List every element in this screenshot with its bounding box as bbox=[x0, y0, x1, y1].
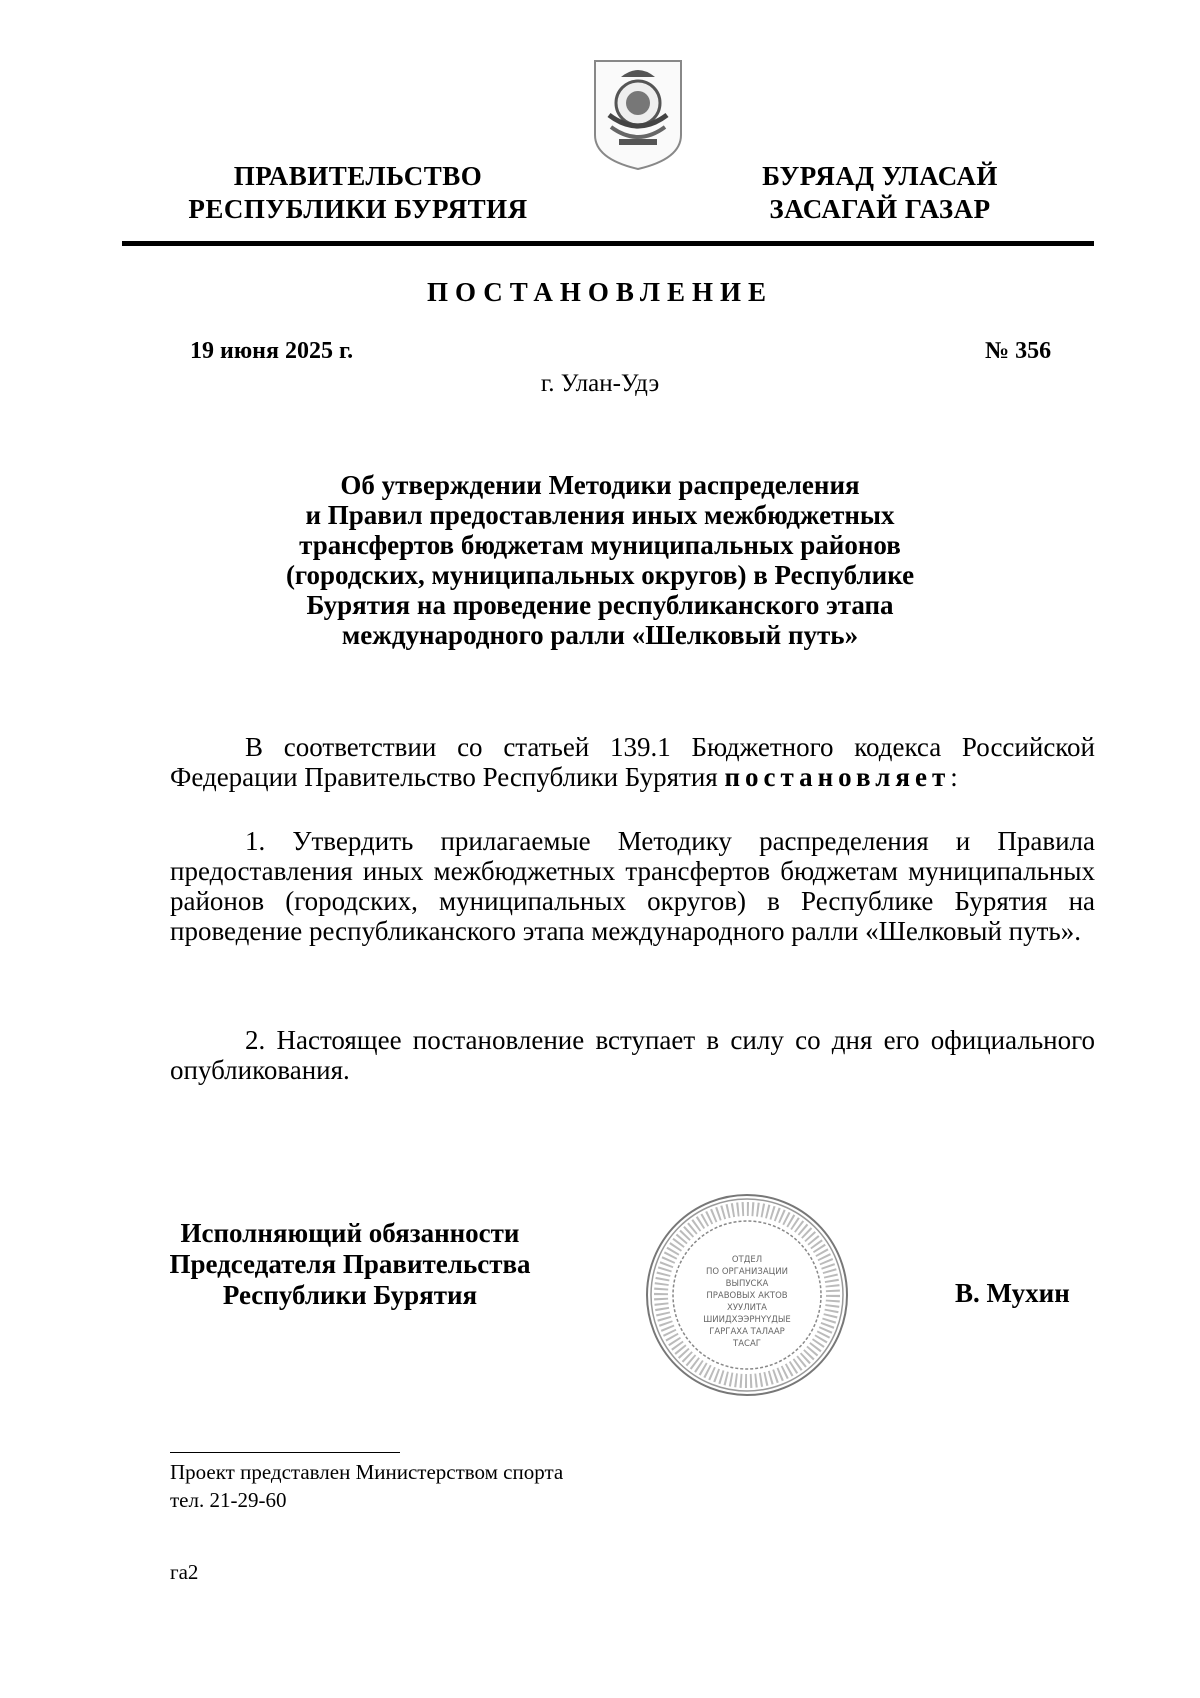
svg-text:ТАСАГ: ТАСАГ bbox=[733, 1339, 761, 1349]
header-right-line1: БУРЯАД УЛАСАЙ bbox=[762, 161, 998, 191]
footnote-divider bbox=[170, 1452, 400, 1453]
preamble-colon: : bbox=[950, 762, 958, 792]
svg-text:ШИИДХЭЭРНҮҮДЫЕ: ШИИДХЭЭРНҮҮДЫЕ bbox=[703, 1315, 791, 1325]
document-date: 19 июня 2025 г. bbox=[190, 338, 354, 364]
header-right bbox=[735, 160, 1025, 226]
document-code: га2 bbox=[170, 1560, 199, 1584]
clause-2-text: 2. Настоящее постановление вступает в силу со дня его официального опубликования. bbox=[170, 1025, 1095, 1085]
title-line: Об утверждении Методики распределения bbox=[340, 470, 860, 500]
svg-text:ПРАВОВЫХ АКТОВ: ПРАВОВЫХ АКТОВ bbox=[706, 1291, 788, 1301]
document-city: г. Улан-Удэ bbox=[540, 370, 660, 397]
clause-1-text: 1. Утвердить прилагаемые Методику распределения и Правила предоставления иных межбюджетных трансфертов бюджетам муниципальных районов (городских, муниципальных округов) в Республике Бурятия на проведение республиканского этапа международного ралли «Шелковый путь». bbox=[170, 826, 1095, 946]
footnote-ministry: Проект представлен Министерством спорта bbox=[170, 1460, 564, 1484]
clause-1 bbox=[170, 826, 1095, 946]
official-seal bbox=[642, 1190, 852, 1400]
position-line: Исполняющий обязанности bbox=[180, 1218, 520, 1248]
title-line: Бурятия на проведение республиканского этапа bbox=[306, 590, 894, 620]
position-line: Председателя Правительства bbox=[169, 1249, 531, 1279]
document-title bbox=[250, 470, 950, 650]
header-divider bbox=[122, 241, 1094, 246]
preamble-text: В соответствии со статьей 139.1 Бюджетного кодекса Российской Федерации Правительство Республики Бурятия bbox=[170, 732, 1095, 792]
svg-text:ХУУЛИТА: ХУУЛИТА bbox=[727, 1303, 767, 1313]
document-number: № 356 bbox=[985, 338, 1052, 364]
header-left bbox=[168, 160, 548, 226]
header-left-line2: РЕСПУБЛИКИ БУРЯТИЯ bbox=[188, 194, 528, 224]
coat-of-arms-emblem bbox=[589, 55, 687, 173]
resolves-word: постановляет bbox=[724, 762, 951, 792]
title-line: международного ралли «Шелковый путь» bbox=[341, 620, 859, 650]
signatory-name: В. Мухин bbox=[955, 1278, 1070, 1308]
document-type: ПОСТАНОВЛЕНИЕ bbox=[426, 277, 774, 307]
svg-text:ПО ОРГАНИЗАЦИИ: ПО ОРГАНИЗАЦИИ bbox=[706, 1267, 788, 1277]
title-line: (городских, муниципальных округов) в Республике bbox=[285, 560, 915, 590]
svg-text:ГАРГАХА ТАЛААР: ГАРГАХА ТАЛААР bbox=[709, 1327, 785, 1337]
title-line: трансфертов бюджетам муниципальных районов bbox=[299, 530, 901, 560]
footnote bbox=[170, 1458, 563, 1514]
signatory-position bbox=[150, 1218, 550, 1311]
position-line: Республики Бурятия bbox=[222, 1280, 478, 1310]
header-left-line1: ПРАВИТЕЛЬСТВО bbox=[233, 161, 483, 191]
preamble-paragraph bbox=[170, 732, 1095, 792]
header-right-line2: ЗАСАГАЙ ГАЗАР bbox=[769, 194, 991, 224]
svg-text:ОТДЕЛ: ОТДЕЛ bbox=[731, 1255, 763, 1265]
title-line: и Правил предоставления иных межбюджетных bbox=[305, 500, 895, 530]
svg-text:ВЫПУСКА: ВЫПУСКА bbox=[725, 1279, 769, 1289]
footnote-phone: тел. 21-29-60 bbox=[170, 1488, 287, 1512]
clause-2 bbox=[170, 1025, 1095, 1085]
